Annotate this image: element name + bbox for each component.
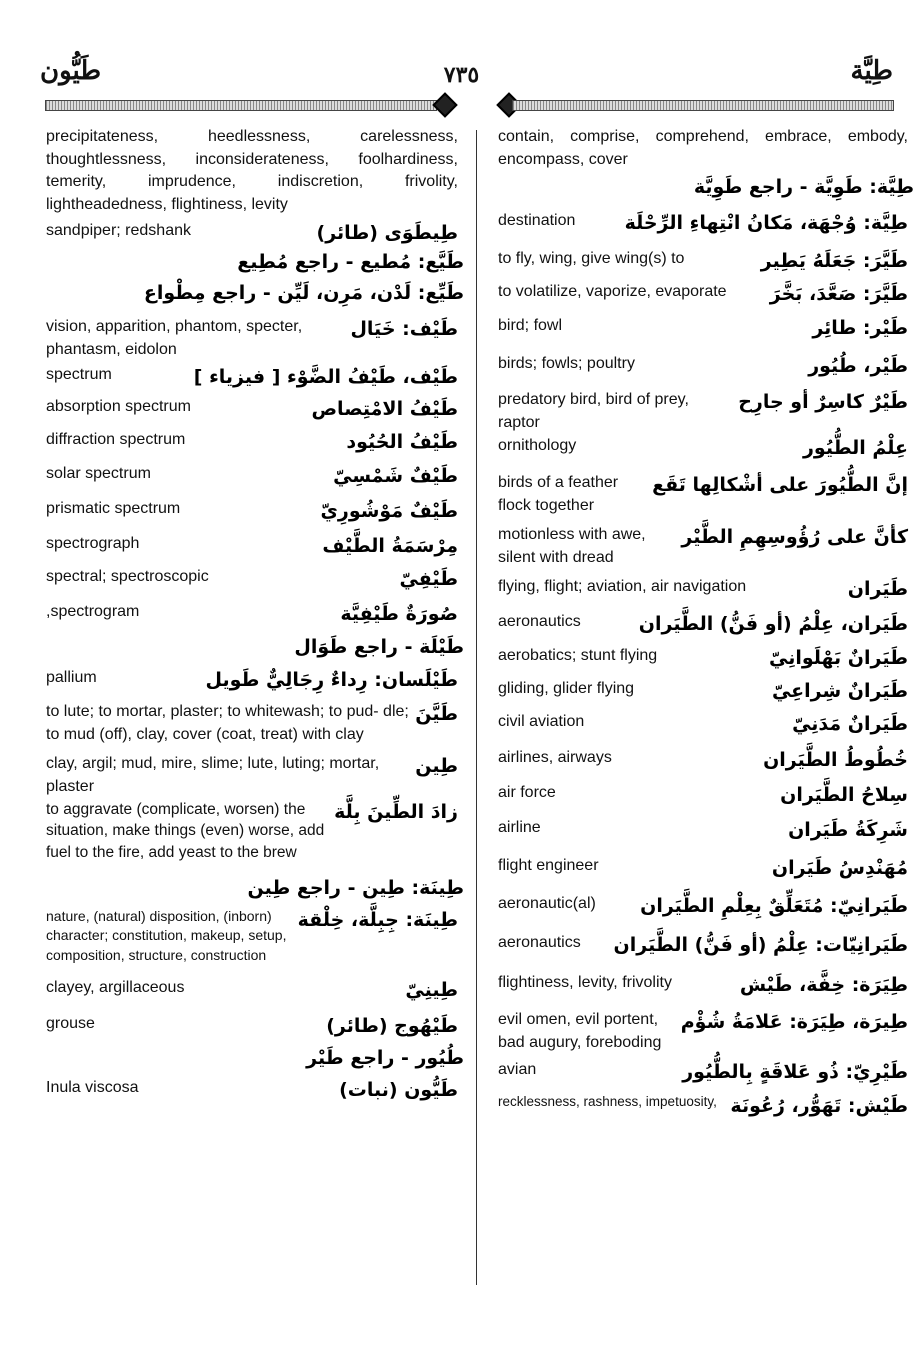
entry-arabic-headword: طَيَرانٌ مَدَنِيّ [792,713,908,735]
dictionary-entry [498,248,908,281]
dictionary-entry [498,893,908,932]
dictionary-entry [46,126,458,220]
entry-arabic-headword: طَيَرانٌ بَهْلَوانِيّ [768,647,908,669]
entry-english-definition: gliding, glider flying [498,680,635,697]
dictionary-entry [46,249,464,280]
column-divider [476,130,477,1285]
dictionary-entry [498,1059,908,1093]
entry-arabic-headword: طَيْرٌ كاسِرٌ أو جارِح [738,391,908,413]
dictionary-entry [46,280,464,316]
entry-arabic-headword: طَيَّنَ [415,703,458,725]
dictionary-entry [498,315,908,353]
entry-arabic-headword: طَيْر، طُيُور [808,355,908,377]
header-rule-right [512,100,894,111]
dictionary-entry [46,977,458,1013]
dictionary-entry [46,396,458,429]
dictionary-entry [46,875,464,907]
entry-english-definition: to fly, wing, give wing(s) to [498,250,685,267]
entry-english-definition: aerobatics; stunt flying [498,647,658,664]
entry-arabic-headword: طَيَّع: مُطيع - راجع مُطِيع [237,251,464,273]
dictionary-entry [498,678,908,711]
entry-english-definition: recklessness, rashness, impetuosity, [498,1094,717,1109]
entry-arabic-headword: طَيُّون (نبات) [339,1079,458,1101]
dictionary-entry [46,533,458,566]
dictionary-entry [46,799,458,875]
entry-arabic-headword: طِينِيّ [405,979,458,1001]
entry-english-definition: spectral; spectroscopic [46,568,209,585]
entry-english-definition: birds; fowls; poultry [498,355,635,372]
entry-arabic-headword: عِلْمُ الطُّيُور [802,437,908,459]
entry-english-definition: solar spectrum [46,465,151,482]
entry-english-definition: nature, (natural) disposition, (inborn) character; constitution, makeup, setup, composition, structure, construction [46,908,287,963]
dictionary-entry [498,353,908,389]
entry-english-definition: motionless with awe, silent with dread [498,526,646,566]
entry-arabic-headword: مِرْسَمَةُ الطَّيْف [322,535,458,557]
entry-arabic-headword: طَيَران، عِلْمُ (أو فَنُّ) الطَّيَران [638,613,908,635]
dictionary-entry [46,1045,464,1077]
dictionary-entry [46,498,458,533]
entry-english-definition: clayey, argillaceous [46,979,185,996]
entry-english-definition: pallium [46,669,97,686]
entry-english-definition: vision, apparition, phantom, specter, phantasm, eidolon [46,318,303,358]
entry-arabic-headword: طَيْهُوج (طائر) [326,1015,458,1037]
entry-arabic-headword: طَيْف، طَيْفُ الضَّوْء [ فيزياء ] [193,366,458,388]
entry-english-definition: aeronautic(al) [498,895,596,912]
dictionary-entry [46,220,458,249]
entry-english-definition: ornithology [498,437,577,454]
header-guide-word-right: طِيَّة [850,56,893,86]
entry-arabic-headword: طِينَة: طِين - راجع طِين [247,877,464,899]
entry-arabic-headword: طَيْر: طائِر [812,317,908,339]
entry-arabic-headword: طِيَّة: طَوِيَّة - راجع طَوِيَّة [693,176,914,198]
entry-arabic-headword: زادَ الطِّينَ بِلَّة [334,801,458,823]
dictionary-entry [46,601,458,634]
entry-english-definition: diffraction spectrum [46,431,186,448]
dictionary-entry [498,1093,908,1127]
dictionary-entry [46,566,458,601]
entry-arabic-headword: طَيْفُ الامْتِصاص [311,398,458,420]
entry-arabic-headword: طَيِّع: لَدْن، مَرِن، لَيِّن - راجع مِطْواع [143,282,464,304]
entry-english-definition: avian [498,1061,537,1078]
entry-english-definition: birds of a feather flock together [498,474,619,514]
entry-arabic-headword: طُيُور - راجع طَيْر [306,1047,464,1069]
entry-arabic-headword: طَيْلَة - راجع طَوَال [294,636,464,658]
dictionary-entry [498,972,908,1009]
diamond-ornament-icon [432,92,457,117]
right-column [498,126,914,1127]
entry-english-definition: spectrograph [46,535,140,552]
dictionary-entry [46,634,464,667]
dictionary-entry [46,316,458,364]
entry-english-definition: to volatilize, vaporize, evaporate [498,283,727,300]
dictionary-entry [498,126,908,174]
entry-english-definition: air force [498,784,556,801]
entry-arabic-headword: طَيْفِيّ [399,568,458,590]
entry-english-definition: airline [498,819,541,836]
entry-arabic-headword: مُهَنْدِسُ طَيَران [771,857,908,879]
entry-arabic-headword: طِينَة: جِبِلَّة، خِلْقة [297,909,458,931]
dictionary-entry [498,389,908,435]
entry-arabic-headword: طَيَّرَ: جَعَلَهُ يَطِير [760,250,908,272]
dictionary-entry [498,611,908,645]
dictionary-entry [498,472,908,524]
dictionary-entry [498,435,908,472]
entry-arabic-headword: طَيَران [847,578,908,600]
dictionary-entry [46,1077,458,1109]
entry-english-definition: sandpiper; redshank [46,222,191,239]
entry-arabic-headword: طِيطَوَى (طائر) [316,222,458,244]
entry-english-definition: aeronautics [498,934,581,951]
entry-english-definition: flying, flight; aviation, air navigation [498,578,747,595]
dictionary-entry [498,645,908,678]
dictionary-entry [498,711,908,747]
entry-arabic-headword: طِيرَة، طِيَرَة: عَلامَةُ شُؤْم [680,1011,908,1033]
entry-english-definition: spectrum [46,366,112,383]
dictionary-entry [498,747,908,782]
dictionary-entry [46,463,458,498]
left-column [46,126,464,1109]
dictionary-entry [498,817,908,855]
dictionary-entry [46,753,458,799]
entry-english-definition: to aggravate (complicate, worsen) the situation, make things (even) worse, add fuel to the fire, add yeast to the brew [46,801,325,861]
entry-english-definition: evil omen, evil portent, bad augury, foreboding [498,1011,662,1051]
dictionary-entry [498,1009,908,1059]
dictionary-entry [498,281,908,315]
entry-arabic-headword: طَيْش: تَهَوُّر، رُعُونَة [730,1095,908,1117]
entry-arabic-headword: طِيَرَة: خِفَّة، طَيْش [739,974,908,996]
dictionary-entry [498,932,908,972]
dictionary-entry [46,907,458,977]
entry-arabic-headword: طِين [415,755,458,777]
dictionary-entry [498,174,914,210]
entry-arabic-headword: طَيْلَسان: رِداءٌ رِجَالِيٌّ طَويل [205,669,458,691]
dictionary-entry [46,701,458,753]
dictionary-entry [46,667,458,701]
entry-english-definition: precipitateness, heedlessness, carelessness, thoughtlessness, inconsiderateness, foolhardiness, temerity, imprudence, indiscretion, frivolity, lightheadedness, flightiness, levity [46,128,458,213]
entry-arabic-headword: إنَّ الطُّيُورَ على أشْكالِها تَقَع [652,474,908,496]
entry-english-definition: contain, comprise, comprehend, embrace, embody, encompass, cover [498,128,908,168]
entry-english-definition: flightiness, levity, frivolity [498,974,672,991]
entry-english-definition: predatory bird, bird of prey, raptor [498,391,689,431]
entry-arabic-headword: طَيَّرَ: صَعَّدَ، بَخَّرَ [769,283,908,305]
entry-english-definition: aeronautics [498,613,581,630]
entry-arabic-headword: طَيْفُ الحُيُود [346,431,458,453]
entry-arabic-headword: طَيْفٌ شَمْسِيّ [333,465,458,487]
entry-arabic-headword: طَيَرانٌ شِراعِيّ [771,680,908,702]
dictionary-entry [46,1013,458,1045]
dictionary-entry [498,855,908,893]
entry-arabic-headword: صُورَةٌ طَيْفِيَّة [340,603,458,625]
dictionary-entry [46,429,458,463]
entry-arabic-headword: شَرِكَةُ طَيَران [788,819,908,841]
entry-english-definition: prismatic spectrum [46,500,181,517]
entry-english-definition: to lute; to mortar, plaster; to whitewash; to pud- dle; to mud (off), clay, cover (coat, treat) with clay [46,703,409,743]
entry-arabic-headword: طَيَرانِيّ: مُتَعَلِّقٌ بِعِلْمِ الطَّيَران [640,895,908,917]
dictionary-entry [498,782,908,817]
dictionary-entry [498,576,908,611]
dictionary-entry [46,364,458,396]
entry-english-definition: flight engineer [498,857,599,874]
entry-english-definition: bird; fowl [498,317,563,334]
entry-english-definition: absorption spectrum [46,398,191,415]
dictionary-entry [498,524,908,576]
entry-english-definition: grouse [46,1015,95,1032]
dictionary-entry [498,210,908,248]
entry-arabic-headword: طَيْف: خَيَال [350,318,458,340]
entry-english-definition: civil aviation [498,713,585,730]
entry-arabic-headword: طَيَرانِيّات: عِلْمُ (أو فَنُّ) الطَّيَران [613,934,908,956]
entry-english-definition: ,spectrogram [46,603,140,620]
entry-arabic-headword: طِيَّة: وُجْهَة، مَكانُ انْتِهاءِ الرِّحْلَة [624,212,908,234]
entry-arabic-headword: سِلاحُ الطَّيَران [780,784,908,806]
entry-arabic-headword: طَيْفٌ مَوْشُورِيّ [320,500,458,522]
entry-english-definition: destination [498,212,576,229]
header-rule-left [45,100,437,111]
entry-english-definition: Inula viscosa [46,1079,139,1096]
header-guide-word-left: طَيُّون [40,56,102,86]
entry-arabic-headword: طَيْرِيّ: ذُو عَلاقَةٍ بِالطُّيُور [682,1061,908,1083]
page-number: ٧٣٥ [443,62,480,88]
entry-arabic-headword: كأنَّ على رُؤُوسِهِمِ الطَّيْر [681,526,908,548]
entry-arabic-headword: خُطُوطُ الطَّيَران [763,749,908,771]
entry-english-definition: airlines, airways [498,749,612,766]
entry-english-definition: clay, argil; mud, mire, slime; lute, luting; mortar, plaster [46,755,380,795]
